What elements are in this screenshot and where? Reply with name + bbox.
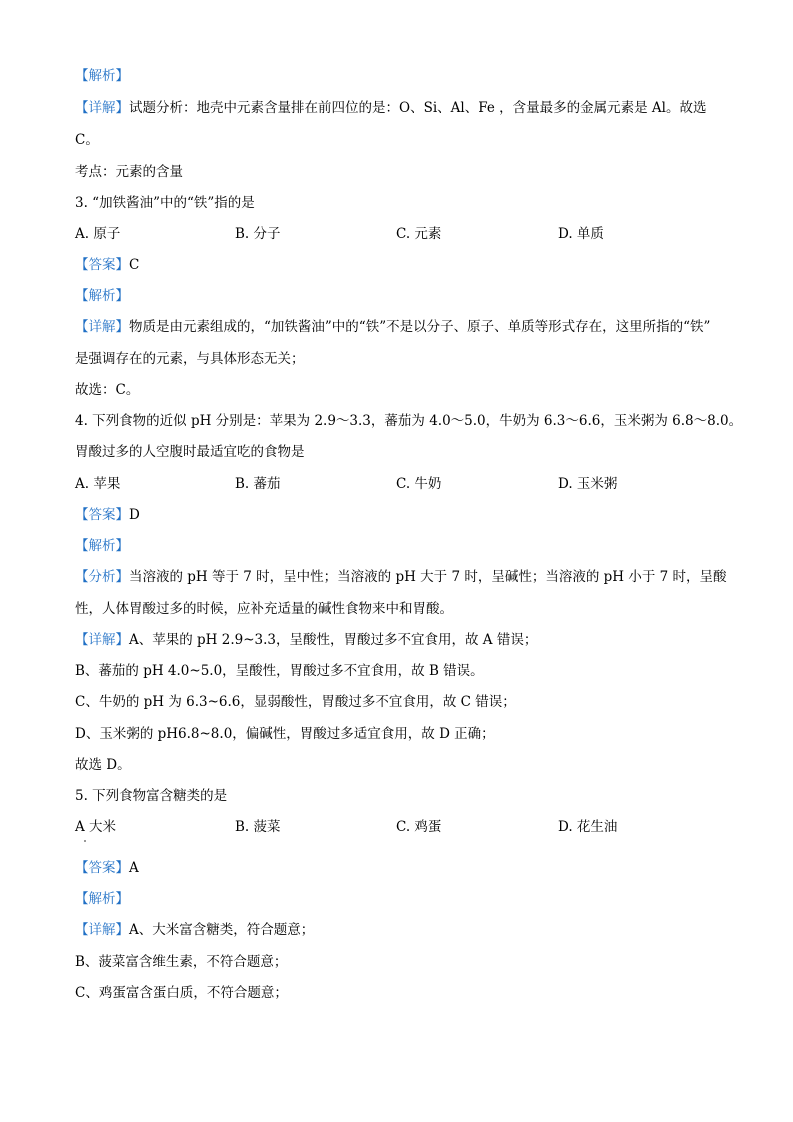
q5-option-c: C. 鸡蛋: [396, 819, 442, 835]
q4-conclusion: 故选 D。: [75, 757, 131, 773]
q5-detail-c: C、鸡蛋富含蛋白质，不符合题意；: [75, 985, 288, 1001]
q4-detail-c: C、牛奶的 pH 为 6.3~6.6，显弱酸性，胃酸过多不宜食用，故 C 错误；: [75, 694, 516, 710]
q4-detail-b: B、蕃茄的 pH 4.0~5.0，呈酸性，胃酸过多不宜食用，故 B 错误。: [75, 663, 484, 679]
q3-answer: C: [129, 257, 140, 273]
q4-fenxi-line: [75, 568, 727, 586]
detail-tag: 【详解】: [75, 319, 129, 335]
q4-detail-d: D、玉米粥的 pH6.8~8.0，偏碱性，胃酸过多适宜食用，故 D 正确；: [75, 726, 495, 742]
q4-detail-line: [75, 631, 537, 649]
stray-dot: [84, 840, 86, 842]
q2-detail-text: 试题分析：地壳中元素含量排在前四位的是：O、Si、Al、Fe ，含量最多的金属元素是 Al。故选: [129, 100, 707, 116]
answer-tag: 【答案】: [75, 860, 129, 876]
q4-option-b: B. 蕃茄: [235, 476, 281, 492]
q5-stem: 5. 下列食物富含糖类的是: [75, 788, 228, 804]
q4-fenxi-line2: 性，人体胃酸过多的时候，应补充适量的碱性食物来中和胃酸。: [75, 601, 453, 617]
q5-answer: A: [129, 860, 139, 876]
q5-option-d: D. 花生油: [558, 819, 618, 835]
q5-option-a: A 大米: [75, 819, 117, 835]
q2-detail-line2: C。: [75, 132, 99, 148]
q3-detail-line: [75, 318, 710, 336]
q3-option-c: C. 元素: [396, 226, 442, 242]
analysis-tag: 【解析】: [75, 538, 129, 554]
analysis-tag: 【解析】: [75, 891, 129, 907]
q5-detail-line: [75, 921, 314, 939]
analysis-tag: 【解析】: [75, 288, 129, 304]
q2-detail-line: [75, 99, 706, 117]
q3-conclusion: 故选：C。: [75, 382, 140, 398]
q4-answer-line: [75, 506, 140, 524]
analysis-tag: 【解析】: [75, 68, 129, 84]
q3-option-b: B. 分子: [235, 226, 281, 242]
q4-fenxi-text: 当溶液的 pH 等于 7 时，呈中性；当溶液的 pH 大于 7 时，呈碱性；当溶液的 pH 小于 7 时，呈酸: [129, 569, 727, 585]
q5-answer-line: [75, 859, 139, 877]
q4-stem-line2: 胃酸过多的人空腹时最适宜吃的食物是: [75, 444, 305, 460]
q4-answer: D: [129, 507, 140, 523]
q3-detail-line2: 是强调存在的元素，与具体形态无关；: [75, 351, 305, 367]
q2-kaodian: 考点：元素的含量: [75, 164, 183, 180]
detail-tag: 【详解】: [75, 922, 129, 938]
q3-answer-line: [75, 256, 139, 274]
detail-tag: 【详解】: [75, 100, 129, 116]
q3-option-a: A. 原子: [75, 226, 121, 242]
fenxi-tag: 【分析】: [75, 569, 129, 585]
q4-stem-line1: 4. 下列食物的近似 pH 分别是：苹果为 2.9～3.3，蕃茄为 4.0～5.0，牛奶为 6.3～6.6，玉米粥为 6.8～8.0。: [75, 413, 743, 429]
answer-tag: 【答案】: [75, 257, 129, 273]
q4-option-c: C. 牛奶: [396, 476, 442, 492]
q3-option-d: D. 单质: [558, 226, 604, 242]
q4-option-d: D. 玉米粥: [558, 476, 618, 492]
q4-detail-a: A、苹果的 pH 2.9~3.3，呈酸性，胃酸过多不宜食用，故 A 错误；: [129, 632, 538, 648]
detail-tag: 【详解】: [75, 632, 129, 648]
q5-detail-b: B、菠菜富含维生素，不符合题意；: [75, 954, 288, 970]
answer-tag: 【答案】: [75, 507, 129, 523]
q4-option-a: A. 苹果: [75, 476, 121, 492]
q3-stem: 3. “加铁酱油”中的“铁”指的是: [75, 195, 255, 211]
q5-detail-a: A、大米富含糖类，符合题意；: [129, 922, 315, 938]
q3-detail-text: 物质是由元素组成的，“加铁酱油”中的“铁”不是以分子、原子、单质等形式存在，这里所指的“铁”: [129, 319, 711, 335]
q5-option-b: B. 菠菜: [235, 819, 281, 835]
